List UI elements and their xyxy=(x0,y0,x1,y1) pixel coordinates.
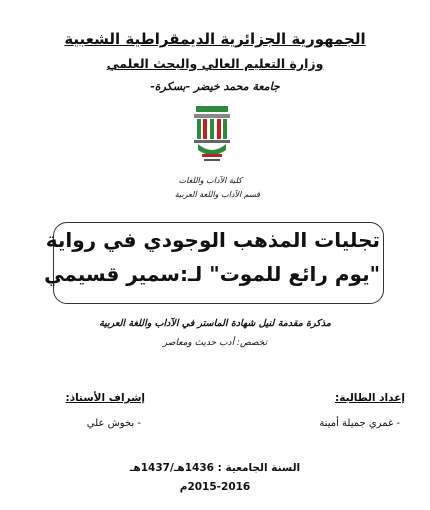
degree-note: مذكرة مقدمة لنيل شهادة الماستر في الآداب واللغة العربية xyxy=(99,318,331,329)
ministry-header: وزارة التعليم العالي والبحث العلمي xyxy=(106,56,324,71)
republic-header: الجمهورية الجزائرية الديمقراطية الشعبية xyxy=(64,30,366,48)
student-name: - غمري جميلة أمينة xyxy=(319,418,400,429)
university-name: جامعة محمد خيضر -بسكرة- xyxy=(150,80,280,93)
specialty: تخصص: أدب حديث ومعاصر xyxy=(162,338,268,348)
academic-year-hijri: السنة الجامعية : 1436هـ/1437هـ xyxy=(129,462,301,474)
department-name: قسم الآداب واللغة العربية xyxy=(174,190,260,199)
supervisor-label: إشراف الأستاذ: xyxy=(65,392,145,404)
thesis-title-line2: "يوم رائع للموت" لـ:سمير قسيمي xyxy=(44,262,380,286)
faculty-name: كلية الآداب واللغات xyxy=(178,176,242,185)
student-label: إعداد الطالبة: xyxy=(335,392,405,404)
supervisor-name: - بخوش علي xyxy=(86,418,141,429)
academic-year-gregorian: 2015-2016م xyxy=(179,481,251,493)
university-logo-icon xyxy=(190,104,234,164)
thesis-title-line1: تجليات المذهب الوجودي في رواية xyxy=(45,228,380,252)
